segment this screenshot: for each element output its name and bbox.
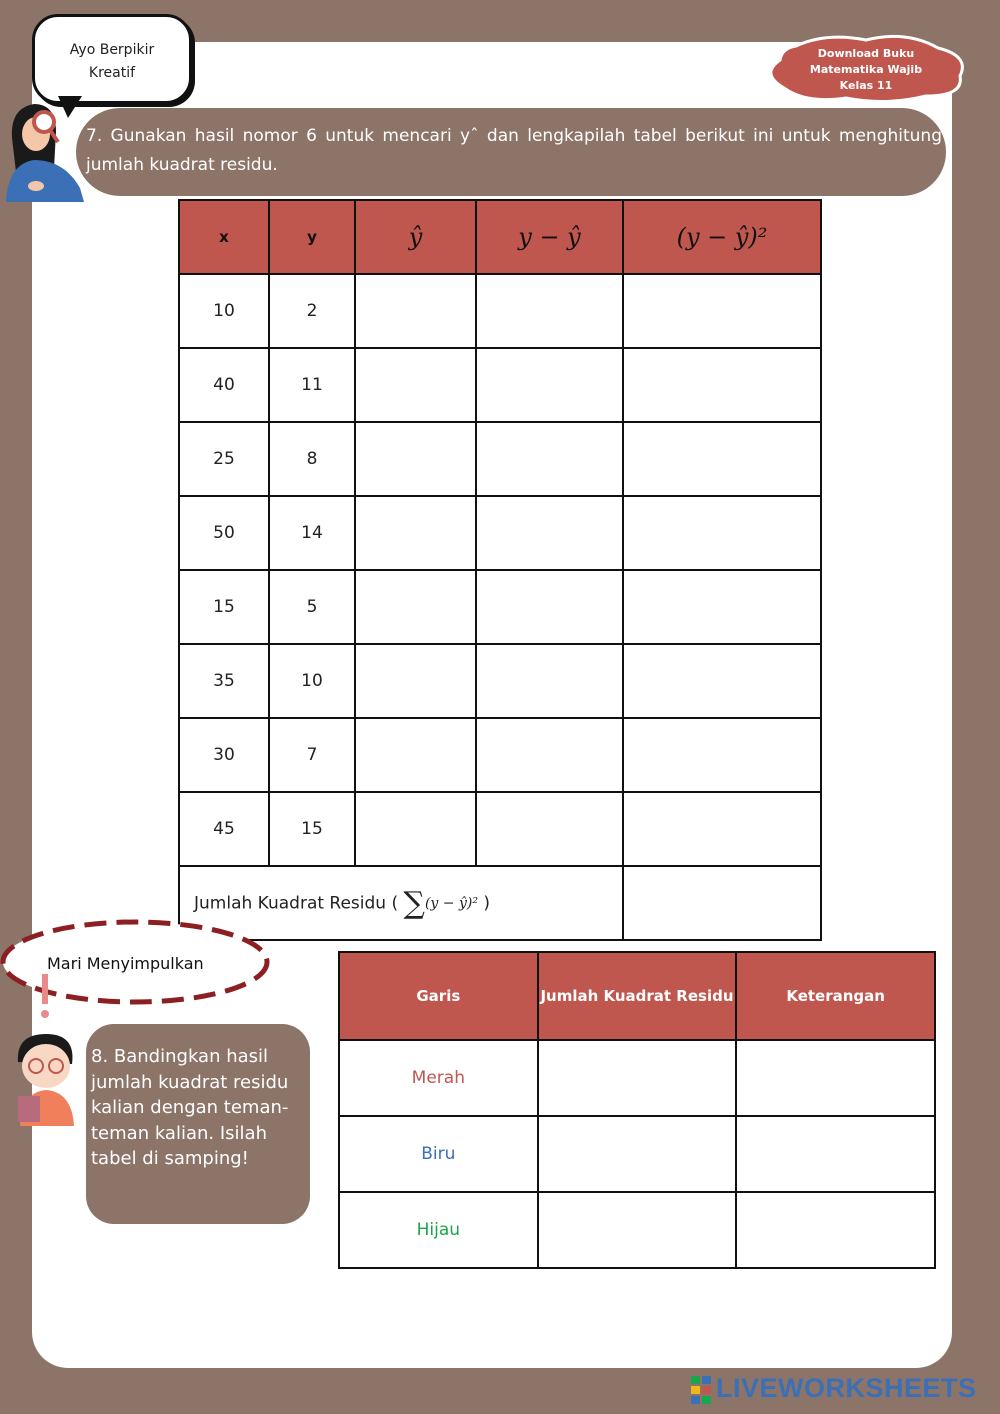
table-footer-row — [179, 866, 821, 940]
table-row — [179, 718, 821, 792]
table-row — [179, 348, 821, 422]
cell-y-value: 14 — [269, 496, 355, 570]
cell-residual-input[interactable] — [476, 422, 623, 496]
cell-jkr-input[interactable] — [538, 1116, 737, 1192]
table-row — [179, 422, 821, 496]
line-label-hijau: Hijau — [339, 1192, 538, 1268]
cell-y-hat-input[interactable] — [355, 274, 476, 348]
cell-jkr-input[interactable] — [538, 1040, 737, 1116]
cell-residual-squared-input[interactable] — [623, 644, 821, 718]
cell-residual-input[interactable] — [476, 348, 623, 422]
header-residual-squared: (y − ŷ)² — [623, 200, 821, 274]
cell-x-value: 35 — [179, 644, 269, 718]
cell-residual-input[interactable] — [476, 644, 623, 718]
header-x: x — [179, 200, 269, 274]
download-badge-line2: Matematika Wajib — [809, 63, 923, 76]
cell-x-value: 30 — [179, 718, 269, 792]
cell-x-value: 10 — [179, 274, 269, 348]
cell-y-hat-input[interactable] — [355, 422, 476, 496]
cell-residual-squared-input[interactable] — [623, 496, 821, 570]
speech-bubble-line1: Ayo Berpikir — [69, 42, 155, 58]
cell-keterangan-input[interactable] — [736, 1192, 935, 1268]
cell-sum-residual-input[interactable] — [623, 866, 821, 940]
table-row — [179, 496, 821, 570]
conclusion-bubble-text: Mari Menyimpulkan — [47, 954, 204, 973]
comparison-table — [338, 951, 936, 1269]
sum-label-text: Jumlah Kuadrat Residu ( — [194, 893, 399, 913]
speech-bubble — [32, 14, 192, 104]
header-garis: Garis — [339, 952, 538, 1040]
table-row — [339, 1116, 935, 1192]
boy-with-clipboard-icon — [10, 1026, 80, 1126]
cell-x-value: 50 — [179, 496, 269, 570]
table-row — [339, 1192, 935, 1268]
cell-residual-input[interactable] — [476, 496, 623, 570]
instruction-8-text: 8. Bandingkan hasil jumlah kuadrat residu kalian dengan teman-teman kalian. Isilah tabel di samping! — [91, 1046, 289, 1169]
liveworksheets-icon — [690, 1374, 712, 1406]
cell-residual-squared-input[interactable] — [623, 422, 821, 496]
table-row — [339, 1040, 935, 1116]
cell-residual-squared-input[interactable] — [623, 274, 821, 348]
cell-keterangan-input[interactable] — [736, 1040, 935, 1116]
cell-y-hat-input[interactable] — [355, 644, 476, 718]
cell-y-hat-input[interactable] — [355, 718, 476, 792]
instruction-7-text: 7. Gunakan hasil nomor 6 untuk mencari yˆ dan lengkapilah tabel berikut ini untuk menghitung jumlah kuadrat residu. — [86, 126, 942, 175]
cell-x-value: 45 — [179, 792, 269, 866]
table-row — [179, 792, 821, 866]
sum-label-close: ) — [483, 893, 490, 913]
line-label-biru: Biru — [339, 1116, 538, 1192]
cell-y-value: 2 — [269, 274, 355, 348]
cell-y-hat-input[interactable] — [355, 570, 476, 644]
header-keterangan: Keterangan — [736, 952, 935, 1040]
header-y: y — [269, 200, 355, 274]
cell-y-value: 10 — [269, 644, 355, 718]
cell-x-value: 15 — [179, 570, 269, 644]
header-y-hat: ŷ — [355, 200, 476, 274]
cell-x-value: 25 — [179, 422, 269, 496]
cell-residual-squared-input[interactable] — [623, 348, 821, 422]
header-residual: y − ŷ — [476, 200, 623, 274]
cell-y-hat-input[interactable] — [355, 792, 476, 866]
girl-with-magnifier-icon — [4, 98, 88, 202]
cell-residual-input[interactable] — [476, 274, 623, 348]
download-badge[interactable] — [766, 34, 966, 102]
residual-table — [178, 199, 822, 941]
cell-y-value: 15 — [269, 792, 355, 866]
cell-y-value: 11 — [269, 348, 355, 422]
cell-residual-squared-input[interactable] — [623, 570, 821, 644]
cell-residual-input[interactable] — [476, 718, 623, 792]
cell-y-hat-input[interactable] — [355, 348, 476, 422]
download-badge-line3: Kelas 11 — [839, 79, 893, 92]
table-row — [179, 644, 821, 718]
cell-keterangan-input[interactable] — [736, 1116, 935, 1192]
table-row — [179, 274, 821, 348]
sigma-symbol: ∑ — [403, 885, 425, 921]
cell-y-value: 7 — [269, 718, 355, 792]
table-row — [179, 570, 821, 644]
cell-residual-input[interactable] — [476, 792, 623, 866]
header-jumlah-kuadrat-residu: Jumlah Kuadrat Residu — [538, 952, 737, 1040]
cell-residual-squared-input[interactable] — [623, 718, 821, 792]
cell-residual-squared-input[interactable] — [623, 792, 821, 866]
liveworksheets-logo-text: LIVEWORKSHEETS — [716, 1373, 977, 1403]
sum-expression: (y − ŷ)² — [424, 895, 478, 911]
speech-bubble-line2: Kreatif — [88, 65, 136, 81]
cell-jkr-input[interactable] — [538, 1192, 737, 1268]
exclamation-icon — [38, 974, 52, 1020]
line-label-merah: Merah — [339, 1040, 538, 1116]
cell-x-value: 40 — [179, 348, 269, 422]
cell-y-value: 5 — [269, 570, 355, 644]
cell-residual-input[interactable] — [476, 570, 623, 644]
download-badge-line1: Download Buku — [817, 47, 915, 60]
cell-y-hat-input[interactable] — [355, 496, 476, 570]
cell-y-value: 8 — [269, 422, 355, 496]
